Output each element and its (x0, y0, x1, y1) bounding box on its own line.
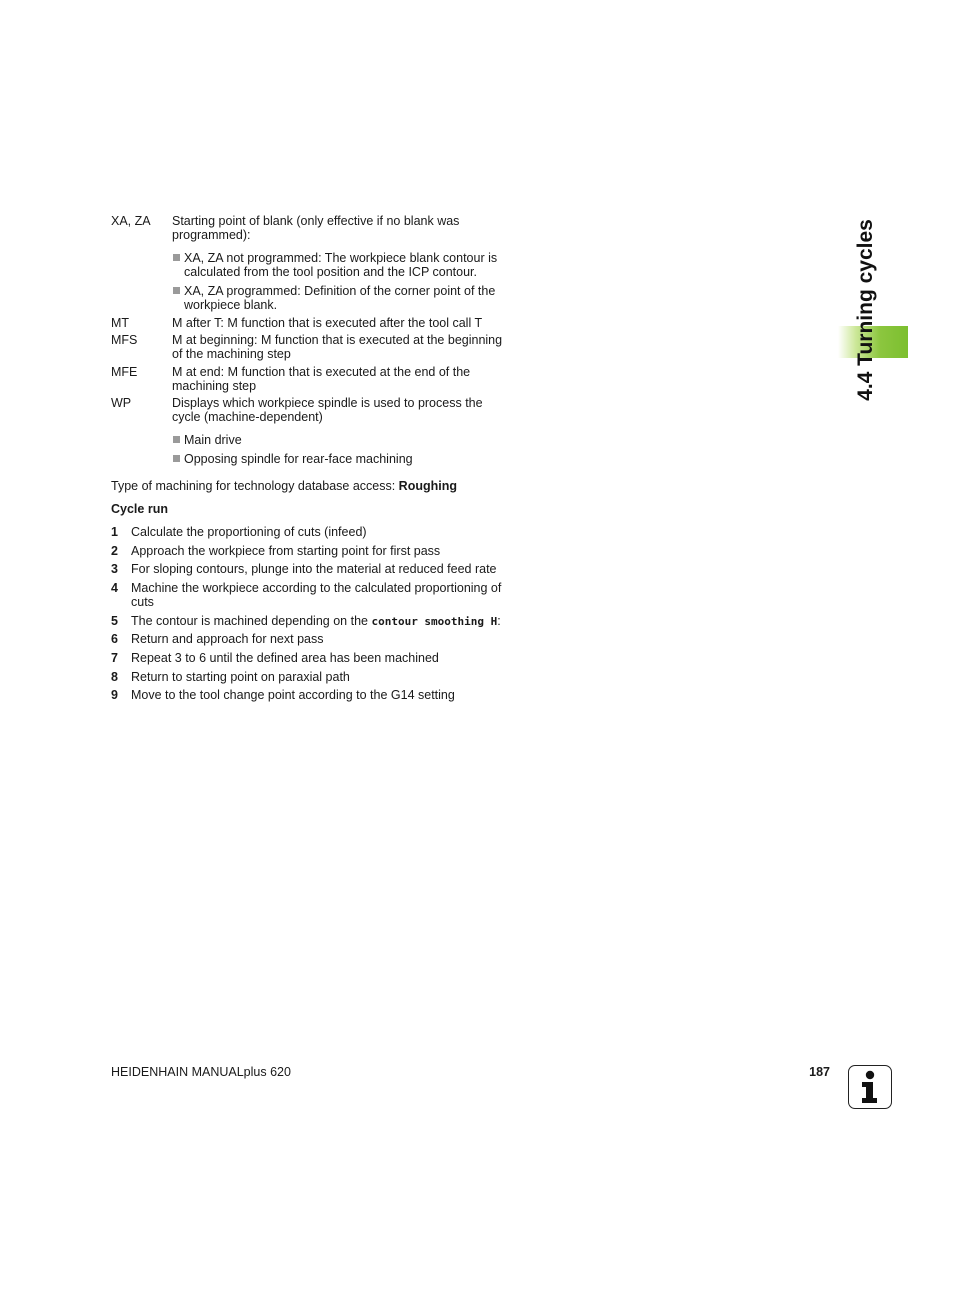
bullet-square-icon (173, 287, 180, 294)
bullet-square-icon (173, 436, 180, 443)
param-desc: M at end: M function that is executed at the end of the machining step (172, 365, 471, 393)
step-text: Repeat 3 to 6 until the defined area has been machined (131, 651, 439, 665)
technology-value: Roughing (398, 479, 457, 493)
info-icon (848, 1065, 892, 1109)
step-number: 4 (111, 581, 118, 595)
list-item-text: Opposing spindle for rear-face machining (184, 452, 413, 466)
step-number: 6 (111, 632, 118, 646)
step-text: Calculate the proportioning of cuts (infeed) (131, 525, 367, 539)
step-text: For sloping contours, plunge into the material at reduced feed rate (131, 562, 497, 576)
param-name: XA, ZA (111, 214, 151, 228)
list-item (172, 452, 512, 466)
list-item-text: XA, ZA programmed: Definition of the corner point of the workpiece blank. (184, 284, 496, 312)
info-glyph-icon (849, 1066, 890, 1107)
param-desc: Starting point of blank (only effective if no blank was programmed): (172, 214, 460, 242)
page-number: 187 (809, 1065, 830, 1079)
step-number: 3 (111, 562, 118, 576)
param-name: WP (111, 396, 132, 410)
param-desc: M at beginning: M function that is executed at the beginning of the machining step (172, 333, 503, 361)
technology-label: Type of machining for technology database access: (111, 479, 399, 493)
list-item-text: XA, ZA not programmed: The workpiece blank contour is calculated from the tool position and the ICP contour. (184, 251, 498, 279)
param-desc: M after T: M function that is executed after the tool call T (172, 316, 483, 330)
cycle-run-heading: Cycle run (111, 502, 168, 516)
step-text: Approach the workpiece from starting point for first pass (131, 544, 441, 558)
param-desc: Displays which workpiece spindle is used to process the cycle (machine-dependent) (172, 396, 483, 424)
step-number: 5 (111, 614, 118, 628)
list-item (172, 251, 512, 279)
list-item-text: Main drive (184, 433, 242, 447)
step-text-part: The contour is machined depending on the (131, 614, 372, 628)
step-number: 2 (111, 544, 118, 558)
step-text-part: : (497, 614, 501, 628)
step-text (131, 614, 516, 629)
param-name: MT (111, 316, 130, 330)
technology-line (111, 479, 457, 493)
step-number: 9 (111, 688, 118, 702)
param-name: MFE (111, 365, 138, 379)
param-name: MFS (111, 333, 138, 347)
list-item (172, 284, 512, 312)
step-number: 1 (111, 525, 118, 539)
list-item (172, 433, 512, 447)
bullet-square-icon (173, 455, 180, 462)
step-number: 7 (111, 651, 118, 665)
code-token: contour smoothing H (371, 615, 498, 628)
step-text: Machine the workpiece according to the calculated proportioning of cuts (131, 581, 502, 609)
step-text: Move to the tool change point according to the G14 setting (131, 688, 455, 702)
step-text: Return and approach for next pass (131, 632, 324, 646)
footer-manual-name: HEIDENHAIN MANUALplus 620 (111, 1065, 291, 1079)
bullet-square-icon (173, 254, 180, 261)
step-number: 8 (111, 670, 118, 684)
section-title: 4.4 Turning cycles (854, 219, 877, 401)
step-text: Return to starting point on paraxial path (131, 670, 350, 684)
